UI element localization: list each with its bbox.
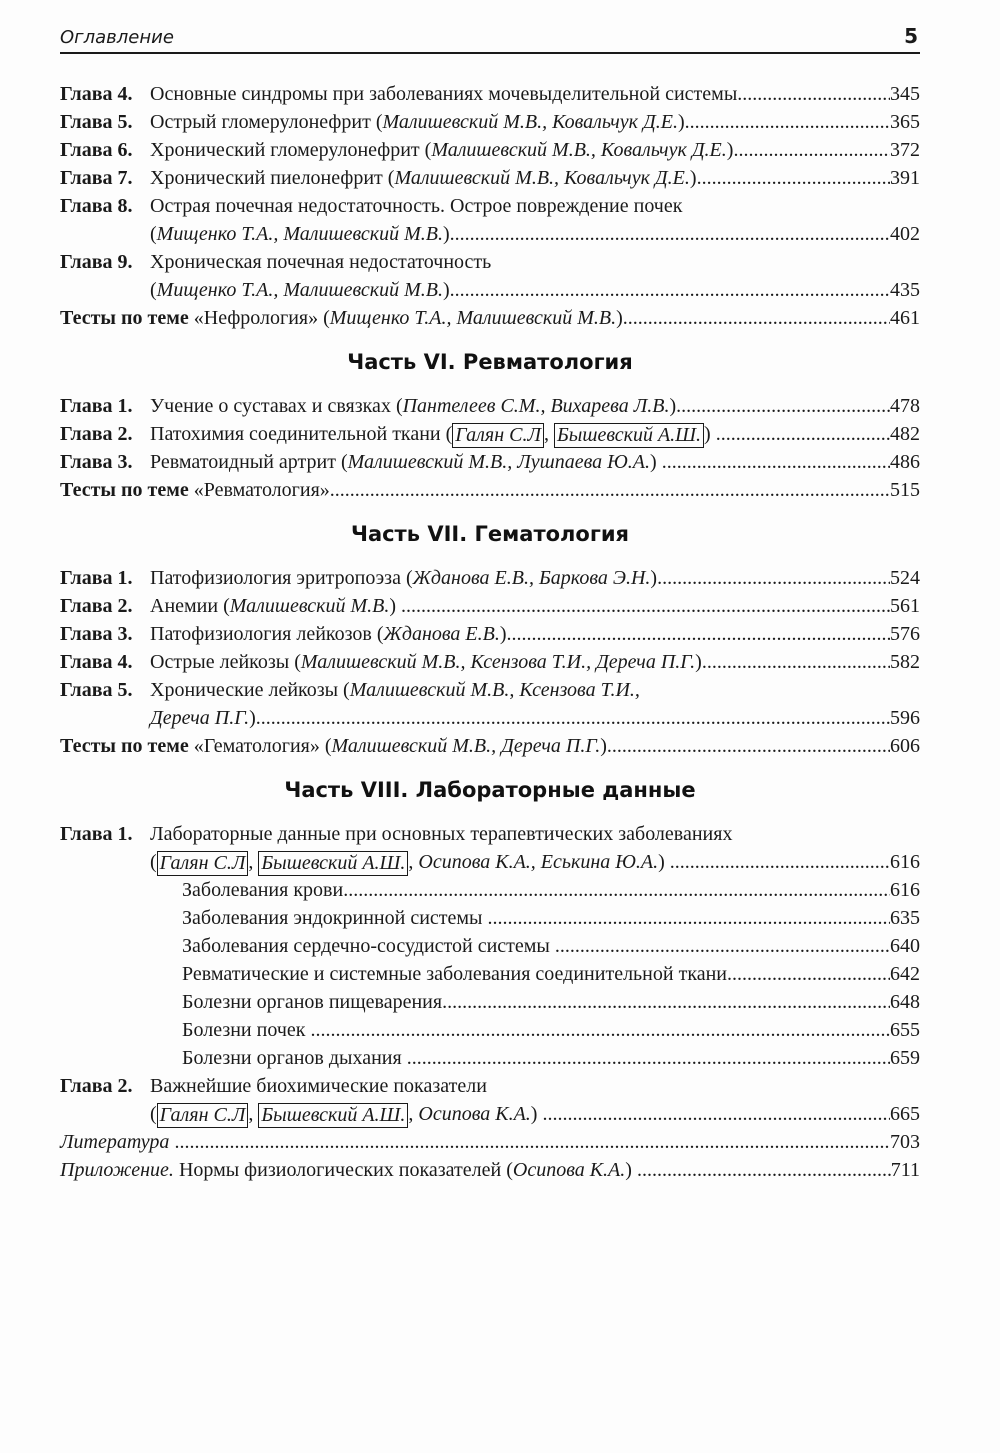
toc-entry[interactable]	[60, 676, 920, 704]
dot-leader	[737, 80, 890, 108]
dot-leader	[442, 988, 890, 1016]
entry-title-text: )	[249, 707, 256, 729]
dot-leader	[670, 848, 890, 876]
entry-line	[60, 304, 920, 332]
toc-entry[interactable]	[60, 988, 920, 1016]
page-ref: 482	[890, 423, 920, 445]
entry-title-text: Ревматические и системные заболевания соединительной ткани	[182, 963, 728, 985]
entry-title-text: Острая почечная недостаточность. Острое повреждение почек	[150, 195, 683, 217]
entry-title-text: ,	[248, 851, 259, 873]
page-ref: 665	[890, 1103, 920, 1125]
dot-leader	[174, 1128, 890, 1156]
entry-line	[150, 1100, 920, 1128]
toc-entry[interactable]	[60, 648, 920, 676]
entry-line	[60, 1128, 920, 1156]
page-ref: 524	[890, 567, 920, 589]
entry-title-text: )	[443, 279, 450, 301]
page-ref: 515	[890, 479, 920, 501]
entry-title-text: Заболевания крови	[182, 879, 344, 901]
entry-line	[60, 476, 920, 504]
page-ref: 561	[890, 595, 920, 617]
entry-line	[150, 676, 920, 704]
entry-line	[150, 848, 920, 876]
dot-leader	[407, 1044, 890, 1072]
authors-text: Малишевский М.В., Ковальчук Д.Е.	[431, 139, 727, 161]
entry-line	[182, 904, 920, 932]
entry-title-text: Анемии (	[150, 595, 230, 617]
chapter-label: Глава 4.	[60, 651, 133, 673]
authors-text: Осипова К.А., Еськина Ю.А.	[418, 851, 659, 873]
entry-title-text: (	[150, 1103, 157, 1125]
dot-leader	[657, 564, 890, 592]
entry-title-text: Патофизиология лейкозов (	[150, 623, 384, 645]
dot-leader	[450, 276, 890, 304]
part-heading: Часть VI. Ревматология	[347, 350, 633, 374]
chapter-label: Глава 8.	[60, 195, 133, 217]
entry-line	[150, 592, 920, 620]
entry-line	[150, 648, 920, 676]
entry-title-text: «Нефрология» (	[193, 307, 330, 329]
page-ref: 640	[890, 935, 920, 957]
chapter-label: Глава 9.	[60, 251, 133, 273]
authors-text: Дереча П.Г.	[150, 707, 250, 729]
dot-leader	[256, 704, 890, 732]
page-ref: 655	[890, 1019, 920, 1041]
toc-entry[interactable]	[60, 192, 920, 220]
entry-line	[150, 192, 920, 220]
dot-leader	[733, 136, 890, 164]
page-ref: 435	[890, 279, 920, 301]
toc-entry[interactable]	[60, 620, 920, 648]
toc-entry[interactable]	[60, 876, 920, 904]
toc-entry[interactable]	[60, 732, 920, 760]
entry-line	[182, 1016, 920, 1044]
chapter-label: Глава 2.	[60, 1075, 133, 1097]
entry-title-text: Болезни органов дыхания	[182, 1047, 407, 1069]
author-boxed: Бышевский А.Ш.	[258, 1103, 408, 1128]
chapter-label: Глава 2.	[60, 595, 133, 617]
page-number: 5	[904, 24, 918, 48]
authors-text: Жданова Е.В.	[383, 623, 500, 645]
toc-entry[interactable]	[60, 476, 920, 504]
entry-title-text: «Ревматология»	[193, 479, 330, 501]
entry-line	[150, 276, 920, 304]
entry-title-text: ,	[408, 851, 419, 873]
authors-text: Малишевский М.В., Ксензова Т.И.,	[349, 679, 640, 701]
entry-title-text: Патохимия соединительной ткани (	[150, 423, 453, 445]
dot-leader	[542, 1100, 890, 1128]
entry-title-text: )	[677, 111, 685, 133]
entry-title-text: Болезни органов пищеварения	[182, 991, 443, 1013]
toc-entry[interactable]	[60, 248, 920, 276]
authors-text: Малишевский М.В., Ковальчук Д.Е.	[394, 167, 690, 189]
dot-leader	[727, 960, 890, 988]
page-ref: 461	[890, 307, 920, 329]
entry-line	[182, 988, 920, 1016]
entry-title-text: ,	[408, 1103, 419, 1125]
page-ref: 345	[890, 83, 920, 105]
author-boxed: Бышевский А.Ш.	[258, 851, 408, 876]
chapter-label: Глава 5.	[60, 679, 133, 701]
entry-line	[182, 876, 920, 904]
dot-leader	[637, 1156, 891, 1184]
dot-leader	[401, 592, 890, 620]
entry-line	[182, 1044, 920, 1072]
chapter-label: Глава 3.	[60, 623, 133, 645]
chapter-label: Глава 5.	[60, 111, 133, 133]
entry-title-text: Важнейшие биохимические показатели	[150, 1075, 487, 1097]
chapter-label: Глава 1.	[60, 823, 133, 845]
entry-title-text: Хронический гломерулонефрит (	[150, 139, 432, 161]
entry-line	[150, 704, 920, 732]
dot-leader	[555, 932, 890, 960]
entry-line	[182, 932, 920, 960]
dot-leader	[507, 620, 890, 648]
entry-title-text: (	[150, 851, 157, 873]
toc-entry[interactable]	[60, 276, 920, 304]
entry-title-text: Патофизиология эритропоэза (	[150, 567, 413, 589]
dot-leader	[343, 876, 890, 904]
part-heading: Часть VIII. Лабораторные данные	[284, 778, 696, 802]
chapter-label: Глава 1.	[60, 567, 133, 589]
toc-entry[interactable]	[60, 848, 920, 876]
entry-title-text: )	[389, 595, 402, 617]
author-boxed: Галян С.Л	[157, 1103, 249, 1128]
authors-text: Мищенко Т.А., Малишевский М.В.	[156, 279, 443, 301]
entry-title-text: )	[650, 567, 658, 589]
toc-entry[interactable]	[60, 1128, 920, 1156]
authors-text: Приложение.	[60, 1159, 174, 1181]
entry-title-text: Тесты по теме	[60, 735, 194, 757]
dot-leader	[702, 648, 890, 676]
entry-title-text: Учение о суставах и связках (	[150, 395, 403, 417]
chapter-label: Глава 2.	[60, 423, 133, 445]
entry-line	[60, 732, 920, 760]
page-ref: 372	[890, 139, 920, 161]
running-header	[60, 20, 920, 54]
page-ref: 576	[890, 623, 920, 645]
page-ref: 659	[890, 1047, 920, 1069]
entry-title-text: Тесты по теме	[60, 307, 194, 329]
page-ref: 648	[890, 991, 920, 1013]
page-ref: 642	[890, 963, 920, 985]
entry-title-text: ,	[544, 423, 554, 445]
toc-entry[interactable]	[60, 136, 920, 164]
toc-entry[interactable]	[60, 1072, 920, 1100]
chapter-label: Глава 7.	[60, 167, 133, 189]
dot-leader	[488, 904, 891, 932]
running-header-title: Оглавление	[60, 27, 174, 48]
authors-text: Мищенко Т.А., Малишевский М.В.	[329, 307, 617, 329]
dot-leader	[310, 1016, 890, 1044]
entry-title-text: Заболевания сердечно-сосудистой системы	[182, 935, 555, 957]
entry-title-text: Лабораторные данные при основных терапевтических заболеваниях	[150, 823, 733, 845]
toc-entry[interactable]	[60, 1100, 920, 1128]
chapter-label: Глава 1.	[60, 395, 133, 417]
page-ref: 365	[890, 111, 920, 133]
entry-line	[150, 820, 920, 848]
entry-title-text: )	[658, 851, 670, 873]
author-boxed: Бышевский А.Ш.	[554, 423, 704, 448]
toc-entry[interactable]	[60, 164, 920, 192]
entry-title-text: (	[150, 223, 157, 245]
toc-entry[interactable]	[60, 592, 920, 620]
entry-line	[60, 1156, 920, 1184]
entry-line	[150, 108, 920, 136]
authors-text: Литература	[60, 1131, 175, 1153]
toc-entry[interactable]	[60, 1156, 920, 1184]
authors-text: Малишевский М.В.	[229, 595, 390, 617]
entry-title-text: Нормы физиологических показателей (	[173, 1159, 513, 1181]
toc-entry[interactable]	[60, 420, 920, 448]
entry-title-text: )	[499, 623, 507, 645]
toc-entry[interactable]	[60, 108, 920, 136]
toc-entry[interactable]	[60, 820, 920, 848]
entry-line	[150, 248, 920, 276]
author-boxed: Галян С.Л	[157, 851, 249, 876]
entry-title-text: )	[600, 735, 607, 757]
entry-title-text: Основные синдромы при заболеваниях мочевыделительной системы	[150, 83, 738, 105]
entry-line	[150, 164, 920, 192]
toc-entry[interactable]	[60, 704, 920, 732]
entry-line	[150, 392, 920, 420]
entry-title-text: )	[704, 423, 716, 445]
page-ref: 582	[890, 651, 920, 673]
chapter-label: Глава 3.	[60, 451, 133, 473]
entry-line	[150, 80, 920, 108]
page-ref: 478	[890, 395, 920, 417]
page-ref: 402	[890, 223, 920, 245]
authors-text: Малишевский М.В., Ковальчук Д.Е.	[382, 111, 678, 133]
authors-text: Малишевский М.В., Лушпаева Ю.А.	[347, 451, 651, 473]
authors-text: Малишевский М.В., Ксензова Т.И., Дереча П.Г.	[300, 651, 696, 673]
entry-title-text: Хронический пиелонефрит (	[150, 167, 395, 189]
toc-entry[interactable]	[60, 932, 920, 960]
dot-leader	[697, 164, 890, 192]
page-ref: 635	[890, 907, 920, 929]
entry-title-text: )	[625, 1159, 637, 1181]
entry-title-text: Острый гломерулонефрит (	[150, 111, 383, 133]
dot-leader	[450, 220, 890, 248]
dot-leader	[676, 392, 890, 420]
chapter-label: Глава 6.	[60, 139, 133, 161]
page-ref: 606	[890, 735, 920, 757]
entry-title-text: )	[726, 139, 734, 161]
entry-line	[150, 136, 920, 164]
page-ref: 486	[890, 451, 920, 473]
toc-entry[interactable]	[60, 448, 920, 476]
entry-line	[150, 1072, 920, 1100]
authors-text: Пантелеев С.М., Вихарева Л.В.	[402, 395, 670, 417]
toc-entry[interactable]	[60, 1044, 920, 1072]
entry-title-text: )	[695, 651, 702, 673]
dot-leader	[685, 108, 890, 136]
dot-leader	[607, 732, 890, 760]
entry-line	[150, 620, 920, 648]
chapter-label: Глава 4.	[60, 83, 133, 105]
authors-text: Осипова К.А.	[512, 1159, 626, 1181]
entry-title-text: Хронические лейкозы (	[150, 679, 350, 701]
entry-title-text: «Гематология» (	[193, 735, 332, 757]
entry-title-text: Тесты по теме	[60, 479, 194, 501]
entry-line	[150, 564, 920, 592]
entry-title-text: )	[669, 395, 677, 417]
entry-title-text: (	[150, 279, 157, 301]
entry-title-text: Хроническая почечная недостаточность	[150, 251, 492, 273]
authors-text: Мищенко Т.А., Малишевский М.В.	[156, 223, 443, 245]
dot-leader	[662, 448, 890, 476]
toc-entry[interactable]	[60, 392, 920, 420]
toc-entry[interactable]	[60, 304, 920, 332]
dot-leader	[330, 476, 890, 504]
entry-title-text: )	[650, 451, 662, 473]
toc-entry[interactable]	[60, 1016, 920, 1044]
entry-title-text: ,	[248, 1103, 259, 1125]
dot-leader	[623, 304, 890, 332]
page-ref: 616	[890, 851, 920, 873]
authors-text: Жданова Е.В., Баркова Э.Н.	[412, 567, 651, 589]
page-ref: 711	[890, 1159, 920, 1181]
entry-line	[150, 420, 920, 448]
author-boxed: Галян С.Л	[452, 423, 544, 448]
entry-line	[150, 448, 920, 476]
page-ref: 703	[890, 1131, 920, 1153]
dot-leader	[716, 420, 890, 448]
page-ref: 596	[890, 707, 920, 729]
entry-title-text: Болезни почек	[182, 1019, 311, 1041]
part-heading: Часть VII. Гематология	[350, 522, 630, 546]
entry-title-text: )	[616, 307, 623, 329]
toc-entry[interactable]	[60, 904, 920, 932]
page-ref: 391	[890, 167, 920, 189]
toc-entry[interactable]	[60, 220, 920, 248]
toc-entry[interactable]	[60, 960, 920, 988]
entry-title-text: )	[443, 223, 450, 245]
entry-title-text: )	[689, 167, 697, 189]
entry-line	[182, 960, 920, 988]
toc-entry[interactable]	[60, 80, 920, 108]
authors-text: Осипова К.А.	[418, 1103, 531, 1125]
entry-title-text: Ревматоидный артрит (	[150, 451, 348, 473]
toc-entry[interactable]	[60, 564, 920, 592]
entry-title-text: Острые лейкозы (	[150, 651, 301, 673]
entry-line	[150, 220, 920, 248]
authors-text: Малишевский М.В., Дереча П.Г.	[331, 735, 601, 757]
entry-title-text: Заболевания эндокринной системы	[182, 907, 488, 929]
table-of-contents	[60, 80, 920, 1184]
page-ref: 616	[890, 879, 920, 901]
entry-title-text: )	[530, 1103, 543, 1125]
